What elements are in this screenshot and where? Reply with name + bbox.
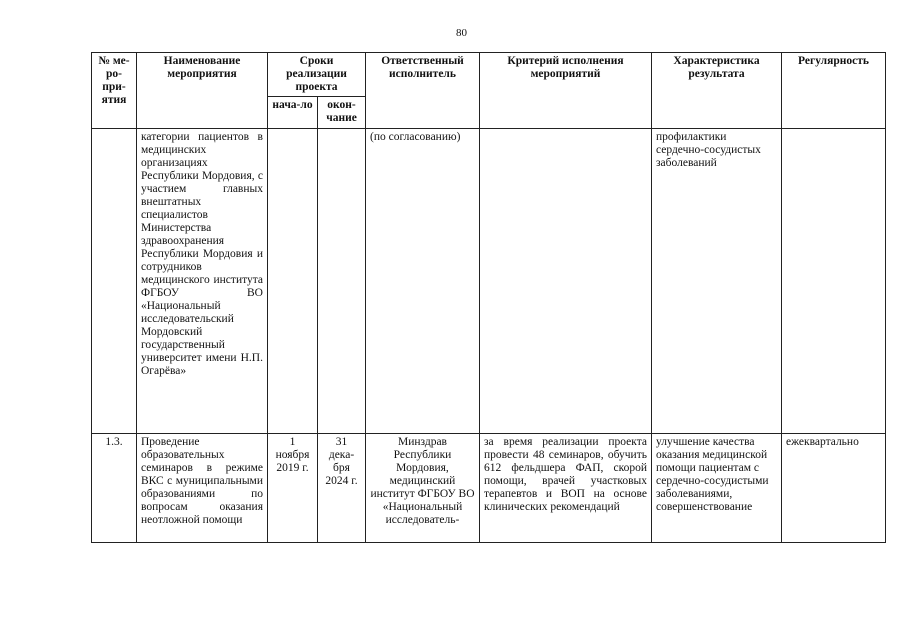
col-header-terms: Сроки реализации проекта [268, 53, 366, 97]
cell-responsible: (по согласованию) [366, 129, 480, 434]
table-row [92, 434, 886, 543]
cell-num: 1.3. [92, 434, 137, 543]
events-table [91, 52, 886, 543]
page-number: 80 [456, 27, 467, 39]
col-header-criterion: Критерий исполнения мероприятий [480, 53, 652, 129]
cell-name: категории пациентов в медицинских организациях Республики Мордовия, с участием главных внештатных специалистов Министерства здравоохранения Республики Мордовия и сотрудников медицинского института ФГБОУ ВО «Национальный исследовательский Мордовский государственный университет имени Н.П. Огарёва» [137, 129, 268, 434]
table-row [92, 129, 886, 434]
col-header-name: Наименование мероприятия [137, 53, 268, 129]
cell-criterion [480, 129, 652, 434]
cell-regularity [782, 129, 886, 434]
cell-result: улучшение качества оказания медицинской помощи пациентам с сердечно-сосудистыми заболеваниями, совершенствование [652, 434, 782, 543]
col-header-start: нача-ло [268, 97, 318, 129]
cell-num [92, 129, 137, 434]
col-header-result: Характеристика результата [652, 53, 782, 129]
cell-responsible: Минздрав Республики Мордовия, медицинский институт ФГБОУ ВО «Национальный исследователь- [366, 434, 480, 543]
cell-end [318, 129, 366, 434]
cell-result: профилактики сердечно-сосудистых заболеваний [652, 129, 782, 434]
header-row [92, 53, 886, 97]
col-header-regularity: Регулярность [782, 53, 886, 129]
cell-criterion: за время реализации проекта провести 48 семинаров, обучить 612 фельдшера ФАП, скорой помощи, врачей участковых терапевтов и ВОП на основе клинических рекомендаций [480, 434, 652, 543]
cell-name: Проведение образовательных семинаров в режиме ВКС с муниципальными образованиями по вопросам оказания неотложной помощи [137, 434, 268, 543]
cell-start [268, 129, 318, 434]
cell-regularity: ежеквартально [782, 434, 886, 543]
col-header-responsible: Ответственный исполнитель [366, 53, 480, 129]
cell-end: 31 дека-бря 2024 г. [318, 434, 366, 543]
cell-start: 1 ноября 2019 г. [268, 434, 318, 543]
col-header-end: окон-чание [318, 97, 366, 129]
col-header-num: № ме-ро-при-ятия [92, 53, 137, 129]
